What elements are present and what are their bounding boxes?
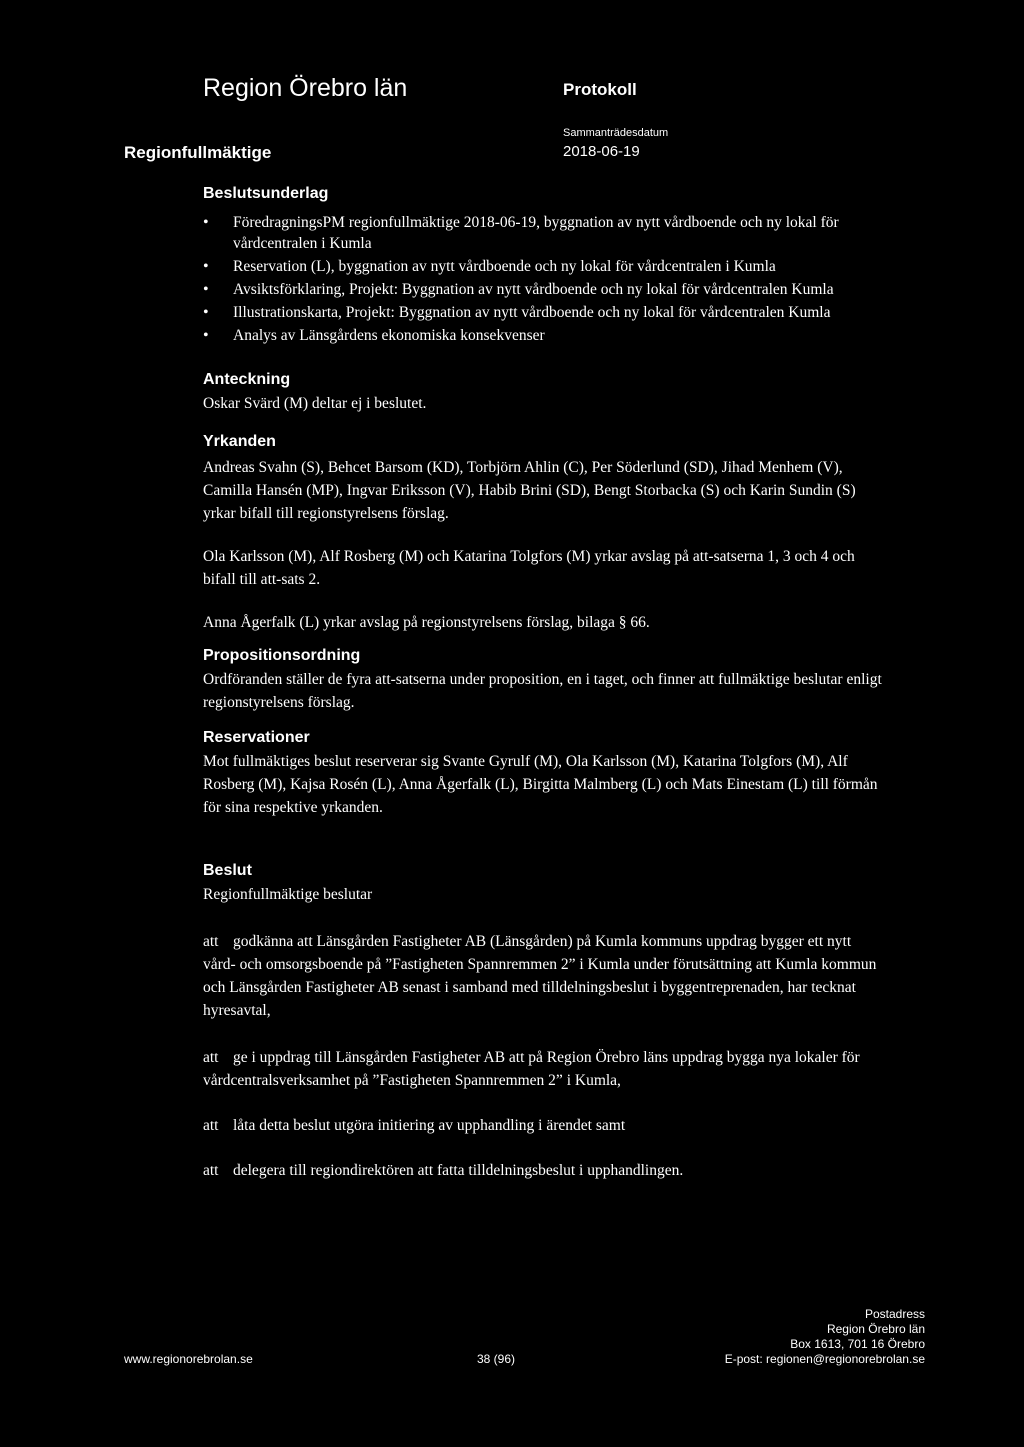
- yrkanden-paragraph: Ola Karlsson (M), Alf Rosberg (M) och Katarina Tolgfors (M) yrkar avslag på att-satserna 1, 3 och 4 och bifall till att-sats 2.: [203, 548, 855, 588]
- anteckning-text: Oskar Svärd (M) deltar ej i beslutet.: [203, 395, 427, 412]
- list-item: • Analys av Länsgårdens ekonomiska konsekvenser: [203, 325, 883, 346]
- att-clause: [203, 1114, 883, 1137]
- address-label: Postadress: [864, 1307, 925, 1321]
- address-email: E-post: regionen@regionorebrolan.se: [724, 1352, 925, 1366]
- att-keyword: att: [203, 1117, 219, 1134]
- att-keyword: att: [203, 1162, 219, 1179]
- att-clause-text: delegera till regiondirektören att fatta tilldelningsbeslut i upphandlingen.: [233, 1162, 684, 1179]
- att-clause-text: godkänna att Länsgården Fastigheter AB (Länsgården) på Kumla kommuns uppdrag bygger ett nytt vård- och omsorgsboende på ”Fastigheten Spannremmen 2” i Kumla under förutsättning att Kumla kommun och Länsgården Fastigheter AB senast i samband med tilldelningsbeslut i byggentreprenaden, har tecknat hyresavtal,: [203, 933, 877, 1019]
- organization-name: Region Örebro län: [203, 74, 408, 102]
- att-clause: [203, 930, 883, 1022]
- reservationer-heading: Reservationer: [203, 729, 310, 746]
- address-name: Region Örebro län: [826, 1322, 925, 1336]
- propositionsordning-text: Ordföranden ställer de fyra att-satserna under proposition, en i taget, och finner att fullmäktige beslutar enligt regionstyrelsens förslag.: [203, 671, 882, 711]
- att-keyword: att: [203, 1049, 219, 1066]
- protocol-body: [203, 182, 883, 1182]
- yrkanden-paragraph: Anna Ågerfalk (L) yrkar avslag på regionstyrelsens förslag, bilaga § 66.: [203, 614, 650, 631]
- footer-address: [725, 1307, 925, 1367]
- document-type: Protokoll: [563, 80, 637, 99]
- address-box: Box 1613, 701 16 Örebro: [790, 1337, 925, 1351]
- reservationer-text: Mot fullmäktiges beslut reserverar sig Svante Gyrulf (M), Ola Karlsson (M), Katarina Tolgfors (M), Alf Rosberg (M), Kajsa Rosén (L), Anna Ågerfalk (L), Birgitta Malmberg (L) och Mats Einestam (L) till förmån för sina respektive yrkanden.: [203, 753, 878, 816]
- footer-website: www.regionorebrolan.se: [124, 1352, 253, 1366]
- att-keyword: att: [203, 933, 219, 950]
- att-clause-text: låta detta beslut utgöra initiering av upphandling i ärendet samt: [233, 1117, 626, 1134]
- beslut-heading: Beslut: [203, 862, 252, 879]
- propositionsordning-heading: Propositionsordning: [203, 647, 361, 664]
- list-item: • FöredragningsPM regionfullmäktige 2018-06-19, byggnation av nytt vårdboende och ny lokal för vårdcentralen i Kumla: [203, 212, 883, 254]
- list-item: • Illustrationskarta, Projekt: Byggnation av nytt vårdboende och ny lokal för vårdcentralen Kumla: [203, 302, 883, 323]
- att-clause: [203, 1159, 883, 1182]
- beslutsunderlag-heading: Beslutsunderlag: [203, 185, 329, 202]
- page-number: 38 (96): [477, 1352, 516, 1366]
- att-clause-text: ge i uppdrag till Länsgården Fastigheter AB att på Region Örebro läns uppdrag bygga nya lokaler för vårdcentralsverksamhet på ”Fastigheten Spannremmen 2” i Kumla,: [203, 1049, 860, 1089]
- assembly-name: Regionfullmäktige: [124, 143, 272, 162]
- list-item: • Avsiktsförklaring, Projekt: Byggnation av nytt vårdboende och ny lokal för vårdcentralen Kumla: [203, 279, 883, 300]
- meeting-date: 2018-06-19: [563, 143, 640, 160]
- list-item: • Reservation (L), byggnation av nytt vårdboende och ny lokal för vårdcentralen i Kumla: [203, 256, 883, 277]
- beslut-intro: Regionfullmäktige beslutar: [203, 886, 373, 903]
- yrkanden-heading: Yrkanden: [203, 433, 276, 450]
- yrkanden-paragraph: Andreas Svahn (S), Behcet Barsom (KD), Torbjörn Ahlin (C), Per Söderlund (SD), Jihad Menhem (V), Camilla Hansén (MP), Ingvar Eriksson (V), Habib Brini (SD), Bengt Storbacka (S) och Karin Sundin (S) yrkar bifall till regionstyrelsens förslag.: [203, 459, 856, 522]
- anteckning-heading: Anteckning: [203, 371, 291, 388]
- meeting-date-label: Sammanträdesdatum: [563, 127, 669, 139]
- att-clause: [203, 1046, 883, 1092]
- beslutsunderlag-list: [203, 212, 883, 346]
